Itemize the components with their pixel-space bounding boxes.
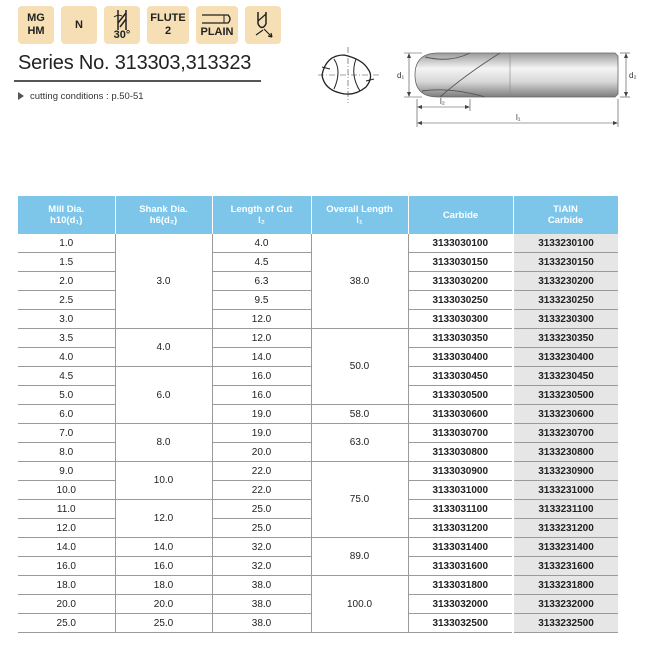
length-of-cut-cell: 6.3	[212, 272, 311, 291]
header-length-of-cut: Length of Cut l₂	[212, 196, 311, 234]
overall-length-cell: 63.0	[311, 424, 408, 462]
overall-length-cell: 89.0	[311, 538, 408, 576]
table-header-row	[18, 196, 618, 234]
overall-length-cell: 100.0	[311, 576, 408, 633]
length-of-cut-cell: 38.0	[212, 595, 311, 614]
tialn-code-cell: 3133231400	[513, 538, 618, 557]
tialn-code-cell: 3133231200	[513, 519, 618, 538]
tialn-code-cell: 3133230600	[513, 405, 618, 424]
mill-dia-cell: 6.0	[18, 405, 115, 424]
shank-dia-cell: 10.0	[115, 462, 212, 500]
material-badge-line1: MG	[27, 12, 45, 24]
length-of-cut-cell: 25.0	[212, 500, 311, 519]
length-of-cut-cell: 32.0	[212, 557, 311, 576]
tialn-code-cell: 3133231100	[513, 500, 618, 519]
shank-dia-cell: 4.0	[115, 329, 212, 367]
tialn-code-cell: 3133232500	[513, 614, 618, 633]
milling-application-badge	[245, 6, 281, 44]
carbide-code-cell: 3133030300	[408, 310, 513, 329]
tialn-code-cell: 3133230800	[513, 443, 618, 462]
header-overall-length: Overall Length l₁	[311, 196, 408, 234]
mill-dia-cell: 2.0	[18, 272, 115, 291]
tialn-code-cell: 3133230300	[513, 310, 618, 329]
tialn-code-cell: 3133231600	[513, 557, 618, 576]
length-of-cut-cell: 16.0	[212, 386, 311, 405]
length-of-cut-cell: 38.0	[212, 576, 311, 595]
d2-label: d₂	[629, 71, 637, 80]
table-body	[18, 234, 618, 633]
carbide-code-cell: 3133031800	[408, 576, 513, 595]
end-view-drawing	[318, 47, 380, 103]
tialn-code-cell: 3133230150	[513, 253, 618, 272]
length-of-cut-cell: 4.0	[212, 234, 311, 253]
shank-dia-cell: 8.0	[115, 424, 212, 462]
carbide-code-cell: 3133031100	[408, 500, 513, 519]
tialn-code-cell: 3133230200	[513, 272, 618, 291]
length-of-cut-cell: 12.0	[212, 310, 311, 329]
tialn-code-cell: 3133231000	[513, 481, 618, 500]
carbide-code-cell: 3133030450	[408, 367, 513, 386]
length-of-cut-cell: 25.0	[212, 519, 311, 538]
material-badge	[18, 6, 54, 44]
length-of-cut-cell: 22.0	[212, 462, 311, 481]
mill-dia-cell: 4.0	[18, 348, 115, 367]
carbide-code-cell: 3133030200	[408, 272, 513, 291]
table-row	[18, 576, 618, 595]
carbide-code-cell: 3133030250	[408, 291, 513, 310]
spec-table	[18, 196, 619, 633]
carbide-code-cell: 3133031600	[408, 557, 513, 576]
length-of-cut-cell: 22.0	[212, 481, 311, 500]
plain-shank-icon	[200, 12, 234, 26]
carbide-code-cell: 3133031000	[408, 481, 513, 500]
overall-length-cell: 58.0	[311, 405, 408, 424]
table-row	[18, 234, 618, 253]
material-badge-line2: HM	[27, 25, 45, 37]
mill-dia-cell: 18.0	[18, 576, 115, 595]
mill-dia-cell: 8.0	[18, 443, 115, 462]
tialn-code-cell: 3133232000	[513, 595, 618, 614]
tialn-code-cell: 3133230400	[513, 348, 618, 367]
mill-dia-cell: 11.0	[18, 500, 115, 519]
shank-dia-cell: 12.0	[115, 500, 212, 538]
carbide-code-cell: 3133031400	[408, 538, 513, 557]
tialn-code-cell: 3133230450	[513, 367, 618, 386]
mill-dia-cell: 2.5	[18, 291, 115, 310]
helix-angle-icon	[110, 9, 134, 31]
length-of-cut-cell: 19.0	[212, 424, 311, 443]
shank-dia-cell: 25.0	[115, 614, 212, 633]
d1-label: d₁	[397, 71, 405, 80]
tialn-code-cell: 3133230700	[513, 424, 618, 443]
shank-dia-cell: 16.0	[115, 557, 212, 576]
length-of-cut-cell: 9.5	[212, 291, 311, 310]
table-row	[18, 462, 618, 481]
mill-dia-cell: 9.0	[18, 462, 115, 481]
mill-dia-cell: 12.0	[18, 519, 115, 538]
shank-dia-cell: 6.0	[115, 367, 212, 424]
flute-badge-line1: FLUTE	[150, 12, 186, 24]
carbide-code-cell: 3133030900	[408, 462, 513, 481]
flute-badge-line2: 2	[164, 25, 172, 37]
shank-dia-cell: 14.0	[115, 538, 212, 557]
length-of-cut-cell: 38.0	[212, 614, 311, 633]
tialn-code-cell: 3133230100	[513, 234, 618, 253]
tialn-code-cell: 3133230500	[513, 386, 618, 405]
length-of-cut-cell: 20.0	[212, 443, 311, 462]
length-of-cut-cell: 19.0	[212, 405, 311, 424]
spec-badges	[18, 6, 281, 44]
overall-length-cell: 50.0	[311, 329, 408, 405]
carbide-code-cell: 3133030700	[408, 424, 513, 443]
tialn-code-cell: 3133230350	[513, 329, 618, 348]
overall-length-cell: 38.0	[311, 234, 408, 329]
cutting-conditions-text: cutting conditions : p.50-51	[30, 91, 144, 102]
series-title: Series No. 313303,313323	[18, 52, 252, 74]
mill-dia-cell: 5.0	[18, 386, 115, 405]
shank-type-badge	[196, 6, 238, 44]
shank-dia-cell: 20.0	[115, 595, 212, 614]
cutting-conditions-note	[18, 91, 144, 102]
helix-angle-badge	[104, 6, 140, 44]
length-of-cut-cell: 12.0	[212, 329, 311, 348]
mill-dia-cell: 14.0	[18, 538, 115, 557]
carbide-code-cell: 3133032500	[408, 614, 513, 633]
carbide-code-cell: 3133030600	[408, 405, 513, 424]
ball-nose-milling-icon	[250, 11, 276, 39]
carbide-code-cell: 3133031200	[408, 519, 513, 538]
header-tialn-carbide: TiAlN Carbide	[513, 196, 618, 234]
header-mill-dia: Mill Dia. h10(d₁)	[18, 196, 115, 234]
shank-dia-cell: 3.0	[115, 234, 212, 329]
mill-dia-cell: 1.0	[18, 234, 115, 253]
carbide-code-cell: 3133030400	[408, 348, 513, 367]
mill-dia-cell: 7.0	[18, 424, 115, 443]
header-carbide: Carbide	[408, 196, 513, 234]
mill-dia-cell: 10.0	[18, 481, 115, 500]
length-of-cut-cell: 16.0	[212, 367, 311, 386]
mill-dia-cell: 1.5	[18, 253, 115, 272]
table-row	[18, 538, 618, 557]
helix-angle-value: 30°	[113, 28, 131, 41]
mill-dia-cell: 3.0	[18, 310, 115, 329]
carbide-code-cell: 3133030500	[408, 386, 513, 405]
carbide-code-cell: 3133030800	[408, 443, 513, 462]
coating-badge-label: N	[75, 18, 83, 31]
carbide-code-cell: 3133030150	[408, 253, 513, 272]
carbide-code-cell: 3133030350	[408, 329, 513, 348]
l2-label: l₂	[440, 97, 445, 106]
flute-badge	[147, 6, 189, 44]
triangle-bullet-icon	[18, 92, 24, 100]
length-of-cut-cell: 14.0	[212, 348, 311, 367]
mill-dia-cell: 3.5	[18, 329, 115, 348]
table-row	[18, 329, 618, 348]
coating-badge	[61, 6, 97, 44]
length-of-cut-cell: 32.0	[212, 538, 311, 557]
end-mill-drawing	[300, 45, 637, 130]
length-of-cut-cell: 4.5	[212, 253, 311, 272]
shank-type-label: PLAIN	[200, 25, 234, 38]
header-shank-dia: Shank Dia. h6(d₂)	[115, 196, 212, 234]
shank-dia-cell: 18.0	[115, 576, 212, 595]
tialn-code-cell: 3133231800	[513, 576, 618, 595]
l1-label: l₁	[516, 113, 521, 122]
table-row	[18, 424, 618, 443]
carbide-code-cell: 3133030100	[408, 234, 513, 253]
title-divider	[14, 80, 261, 82]
tialn-code-cell: 3133230900	[513, 462, 618, 481]
side-view-drawing	[397, 53, 637, 127]
mill-dia-cell: 20.0	[18, 595, 115, 614]
mill-dia-cell: 4.5	[18, 367, 115, 386]
mill-dia-cell: 16.0	[18, 557, 115, 576]
carbide-code-cell: 3133032000	[408, 595, 513, 614]
mill-dia-cell: 25.0	[18, 614, 115, 633]
table-row	[18, 405, 618, 424]
overall-length-cell: 75.0	[311, 462, 408, 538]
tialn-code-cell: 3133230250	[513, 291, 618, 310]
